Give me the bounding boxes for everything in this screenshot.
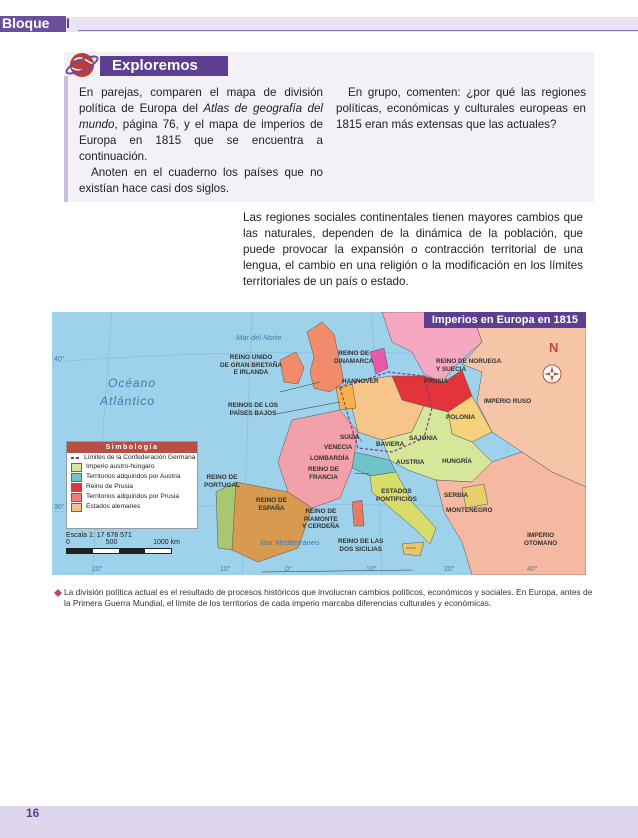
- page-number: 16: [26, 806, 40, 820]
- legend-item: [67, 454, 197, 462]
- label-montenegro: MONTENEGRO: [446, 507, 493, 514]
- legend-label: Límites de la Confederación Germana: [84, 454, 196, 461]
- label-piamonte: REINO DE PIAMONTE Y CERDEÑA: [302, 508, 340, 530]
- left-text-b: , página 76, y el mapa de imperios de Europa en 1815 que se encuentra a continuación.: [79, 118, 323, 163]
- label-francia: REINO DE FRANCIA: [308, 466, 339, 481]
- legend-label: Reino de Prusia: [86, 483, 133, 490]
- label-hungria: HUNGRÍA: [442, 458, 472, 465]
- caption-text: La división política actual es el resultado de procesos históricos que involucran cambios políticos, económicos y sociales. En Europa, antes de la Primera Guerra Mundial, el límite de los territorios de cada imperio marcaba diferencias culturales y económicas.: [64, 587, 593, 608]
- label-estados-pontificios: ESTADOS PONTIFICIOS: [376, 488, 417, 503]
- legend-swatch: [71, 493, 82, 502]
- intro-paragraph: Las regiones sociales continentales tienen mayores cambios que las naturales, dependen de la dinámica de la población, que puede provocar la expansión o contracción territorial de una lengua, el cambio en una religión o la modificación en los límites territoriales de un país o estado.: [243, 211, 583, 288]
- bloque-header: [0, 0, 638, 32]
- label-hannover: HANNOVER: [342, 378, 379, 385]
- label-imperio-ruso: IMPERIO RUSO: [484, 398, 532, 405]
- lat-40: 40°: [54, 356, 65, 363]
- map-title: Imperios en Europa en 1815: [424, 312, 586, 328]
- atlas-title: Atlas de geografía del mundo: [79, 102, 324, 131]
- label-paises-bajos: REINOS DE LOS PAÍSES BAJOS: [228, 402, 279, 417]
- sardinia-shape: [352, 500, 364, 526]
- label-polonia: POLONIA: [446, 414, 476, 421]
- diamond-bullet-icon: [54, 589, 62, 597]
- legend-item: [67, 463, 197, 472]
- sea-mediterraneo: Mar Mediterráneo: [260, 538, 320, 547]
- label-dos-sicilias: REINO DE LAS DOS SICILIAS: [338, 538, 384, 553]
- legend-items: [67, 454, 197, 512]
- label-sajonia: SAJONIA: [409, 435, 438, 442]
- lon-0: 0°: [285, 566, 292, 573]
- label-dinamarca: REINO DE DINAMARCA: [334, 350, 374, 365]
- sea-mar-del-norte: Mar del Norte: [236, 333, 282, 342]
- legend-item: [67, 473, 197, 482]
- legend-label: Imperio austro-húngaro: [86, 463, 155, 470]
- left-text-a: En parejas, comparen el mapa de división política de Europa del: [79, 86, 323, 115]
- scale-label: Escala 1: 17 678 571: [66, 532, 132, 539]
- header-rule: [78, 30, 638, 31]
- legend-title: Simbología: [67, 442, 197, 453]
- legend-label: Territorios adquiridos por Prusia: [86, 493, 180, 500]
- legend-item: [67, 503, 197, 512]
- explore-sidebar: [64, 76, 68, 202]
- explore-left-text: [79, 85, 323, 197]
- legend-label: Territorios adquiridos por Austria: [86, 473, 181, 480]
- bloque-number: I: [66, 15, 70, 31]
- italy-shape: [370, 472, 436, 544]
- ireland-shape: [280, 352, 304, 384]
- lon-20w: 20°: [92, 566, 103, 573]
- label-serbia: SERBIA: [444, 492, 469, 499]
- label-venecia: VENECIA: [324, 444, 353, 451]
- scale-tick-500: 500: [105, 539, 118, 546]
- scale-bar: [66, 548, 172, 554]
- explore-right-text: En grupo, comenten: ¿por qué las regiones políticas, económicas y culturales europeas en 1815 eran más extensas que las actuales?: [336, 86, 586, 131]
- lon-20e: 20°: [444, 566, 455, 573]
- footer-band: [0, 806, 638, 838]
- legend-swatch: [71, 473, 82, 482]
- label-lombardia: LOMBARDÍA: [310, 455, 350, 462]
- label-baviera: BAVIERA: [376, 441, 405, 448]
- bloque-label: Bloque: [2, 15, 50, 31]
- label-prusia: PRUSIA: [424, 378, 449, 385]
- map-scale: [66, 532, 180, 554]
- map-legend: [66, 441, 198, 529]
- label-suiza: SUIZA: [340, 434, 360, 441]
- label-portugal: REINO DE PORTUGAL: [204, 474, 240, 489]
- left-text-p2: Anoten en el cuaderno los países que no existían hace casi dos siglos.: [79, 166, 323, 195]
- lon-40e: 40°: [527, 566, 538, 573]
- sicily-shape: [402, 542, 424, 556]
- compass-rose-icon: [543, 365, 561, 383]
- lon-10e: 10°: [366, 566, 377, 573]
- north-label: N: [549, 340, 559, 355]
- label-otomano: IMPERIO OTOMANO: [524, 532, 558, 547]
- explore-title: Exploremos: [100, 56, 228, 76]
- lat-30: 30°: [54, 504, 65, 511]
- scale-tick-1000: 1000 km: [153, 539, 180, 546]
- legend-label: Estados alemanes: [86, 503, 141, 510]
- map-caption: [54, 587, 594, 609]
- scale-tick-0: 0: [66, 539, 70, 546]
- legend-swatch: [71, 457, 80, 459]
- globe-icon: [64, 48, 100, 82]
- label-austria: AUSTRIA: [396, 459, 425, 466]
- legend-swatch: [71, 463, 82, 472]
- label-reino-unido: REINO UNIDO DE GRAN BRETAÑA E IRLANDA: [220, 354, 283, 376]
- label-espana: REINO DE ESPAÑA: [256, 497, 287, 512]
- legend-swatch: [71, 483, 82, 492]
- legend-swatch: [71, 503, 82, 512]
- sea-oceano: Océano: [108, 376, 157, 390]
- legend-item: [67, 483, 197, 492]
- lon-10w: 10°: [220, 566, 231, 573]
- sea-atlantico: Atlántico: [100, 394, 156, 408]
- label-noruega: REINO DE NORUEGA Y SUECIA: [436, 358, 502, 373]
- legend-item: [67, 493, 197, 502]
